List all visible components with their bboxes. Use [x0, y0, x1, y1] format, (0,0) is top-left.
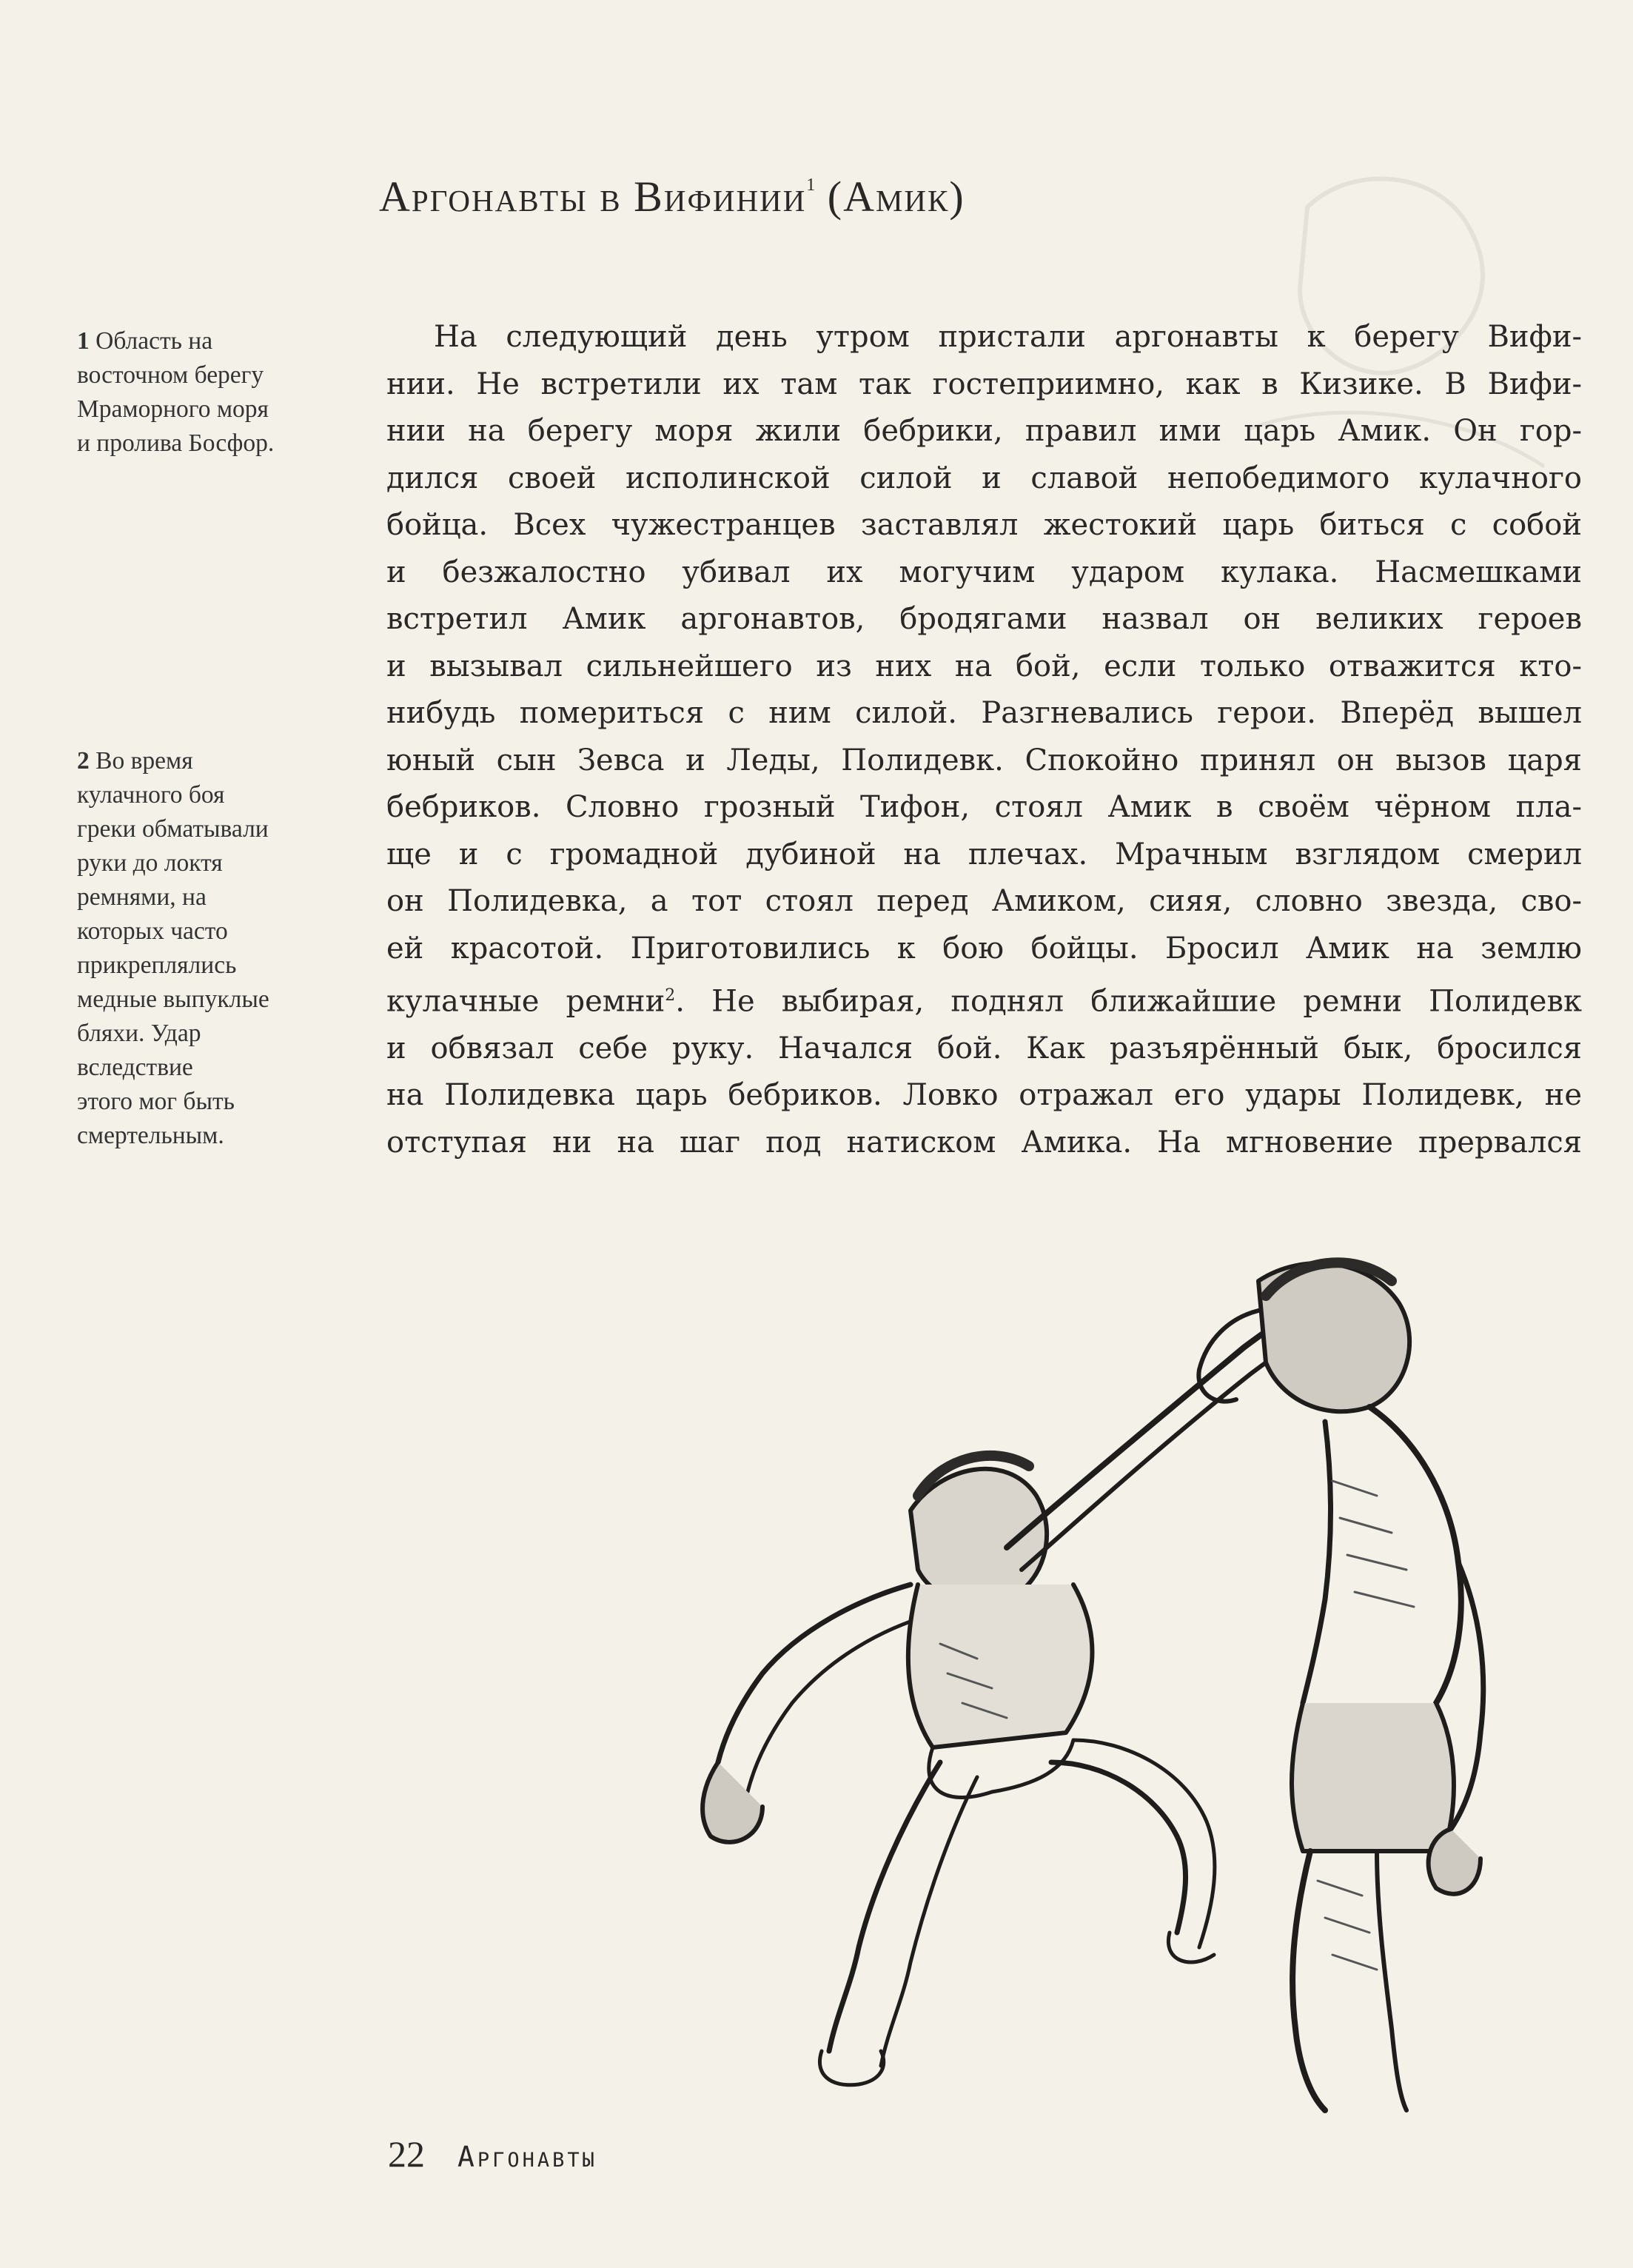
heading-text: Аргонавты в Вифинии — [379, 173, 807, 221]
body-line: нии на берегу моря жили бебрики, правил ими царь Амик. Он гор- — [386, 414, 1582, 448]
sidenote-line: ремнями, на — [77, 883, 207, 911]
line-text-after: . Не выбирая, поднял ближайшие ремни Полидевк — [675, 984, 1582, 1019]
footnote-ref-2: 2 — [665, 986, 676, 1005]
sidenote-line: и пролива Босфор. — [77, 429, 275, 457]
body-line: отступая ни на шаг под натиском Амика. На мгновение прервался — [386, 1125, 1582, 1160]
body-line: ей красотой. Приготовились к бою бойцы. Бросил Амик на землю — [386, 931, 1582, 966]
body-line: нибудь помериться с ним силой. Разгневались герои. Вперёд вышел — [386, 696, 1582, 730]
sidenote-line: бляхи. Удар — [77, 1020, 201, 1047]
body-line: На следующий день утром пристали аргонавты к берегу Вифи- — [434, 320, 1582, 354]
sidenote-line: прикреплялись — [77, 951, 237, 979]
body-line: юный сын Зевса и Леды, Полидевк. Спокойно принял он вызов царя — [386, 743, 1582, 777]
body-line: и обвязал себе руку. Начался бой. Как разъярённый бык, бросился — [386, 1031, 1582, 1066]
main-text — [386, 314, 1582, 1166]
sidenote-line: восточном берегу — [77, 361, 264, 389]
boxers-illustration — [592, 1200, 1495, 2118]
page-footer — [388, 2132, 597, 2175]
body-line: дился своей исполинской силой и славой непобедимого кулачного — [386, 461, 1582, 495]
heading-suffix: (Амик) — [815, 173, 965, 221]
sidenote-line — [77, 744, 329, 778]
body-line: и вызывал сильнейшего из них на бой, если только отважится кто- — [386, 649, 1582, 683]
sidenote-line: которых часто — [77, 917, 228, 945]
sidenote-line: Мраморного моря — [77, 395, 269, 423]
sidenote-text: Во время — [95, 747, 193, 775]
sidenote-line: кулачного боя — [77, 781, 225, 809]
footnote-ref-1: 1 — [806, 175, 816, 195]
body-line: бойца. Всех чужестранцев заставлял жестокий царь биться с собой — [386, 508, 1582, 542]
sidenote-line: этого мог быть — [77, 1088, 235, 1115]
sidenote-line: вследствие — [77, 1054, 193, 1081]
body-line: ще и с громадной дубиной на плечах. Мрачным взглядом смерил — [386, 837, 1582, 872]
page-number: 22 — [388, 2133, 425, 2175]
sidenote-number: 1 — [77, 327, 90, 355]
running-title: Аргонавты — [457, 2141, 597, 2173]
body-line: и безжалостно убивал их могучим ударом кулака. Насмешками — [386, 555, 1582, 589]
line-text-before: кулачные ремни — [386, 984, 665, 1019]
sidenote-line: руки до локтя — [77, 849, 223, 877]
chapter-heading — [379, 172, 1593, 221]
body-line: на Полидевка царь бебриков. Ловко отражал его удары Полидевк, не — [386, 1078, 1582, 1113]
body-line: бебриков. Словно грозный Тифон, стоял Амик в своём чёрном пла- — [386, 790, 1582, 824]
body-line: он Полидевка, а тот стоял перед Амиком, сияя, словно звезда, сво- — [386, 884, 1582, 918]
sidenote-line: смертельным. — [77, 1122, 224, 1149]
sidenote-line: греки обматывали — [77, 815, 269, 843]
sidenote-1 — [77, 324, 329, 461]
sidenote-text: Область на — [95, 327, 213, 355]
body-line: встретил Амик аргонавтов, бродягами назвал он великих героев — [386, 602, 1582, 636]
sidenote-line — [77, 324, 329, 358]
sidenote-2 — [77, 744, 329, 1153]
body-line-with-note — [386, 972, 1582, 1026]
sidenote-number: 2 — [77, 747, 90, 775]
sidenote-line: медные выпуклые — [77, 986, 269, 1013]
body-line: нии. Не встретили их там так гостеприимно, как в Кизике. В Вифи- — [386, 367, 1582, 401]
